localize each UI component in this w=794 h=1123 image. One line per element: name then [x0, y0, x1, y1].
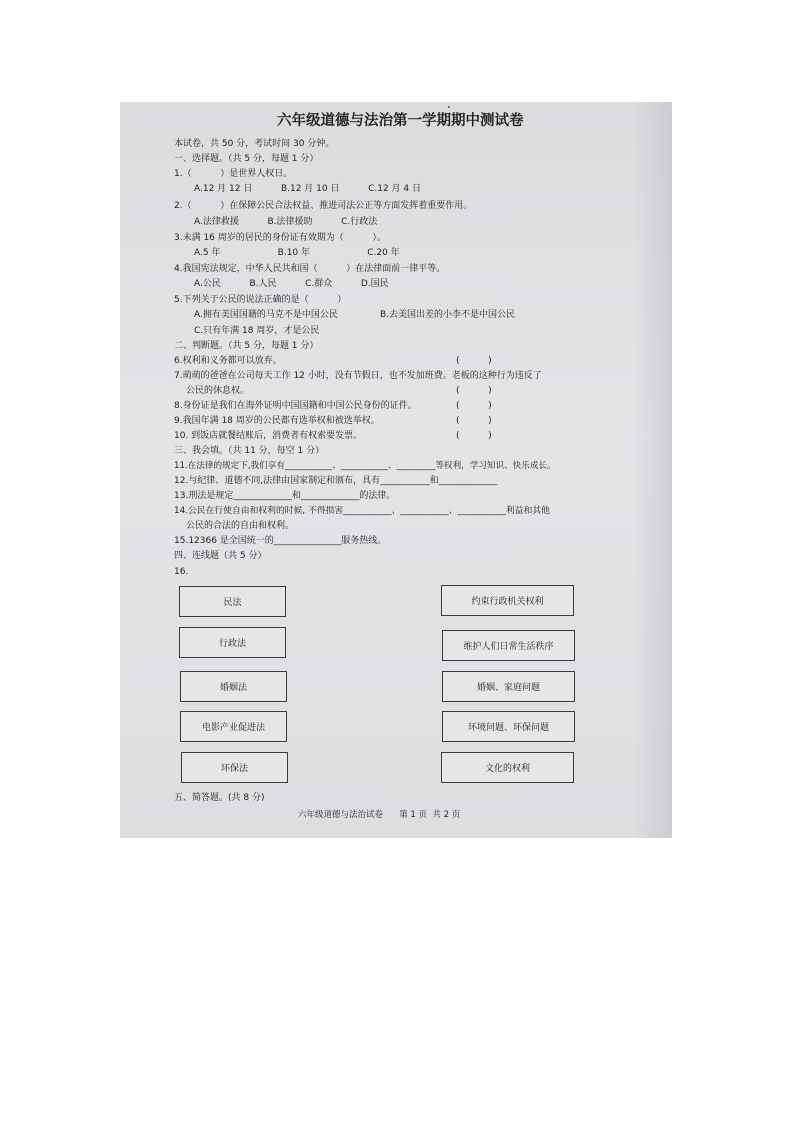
question-16-number: 16.: [174, 567, 189, 577]
question-5-option-c: C.只有年满 18 周岁，才是公民: [194, 326, 320, 336]
exam-title: 六年级道德与法治第一学期期中测试卷: [277, 113, 524, 129]
match-right-item: 婚姻、家庭问题: [442, 671, 575, 702]
question-5-option-a: A.拥有美国国籍的马克不是中国公民: [194, 310, 338, 320]
question-15: 15.12366 是全国统一的_______________服务热线。: [174, 536, 387, 546]
question-2: 2.（ ）在保障公民合法权益、推进司法公正等方面发挥着重要作用。: [174, 201, 473, 211]
question-1-options: A.12 月 12 日 B.12 月 10 日 C.12 月 4 日: [194, 184, 421, 194]
scan-speck: [448, 106, 450, 108]
page-footer: 六年级道德与法治试卷 第 1 页 共 2 页: [298, 810, 461, 820]
question-5: 5.下列关于公民的说法正确的是（ ）: [174, 295, 347, 305]
question-1: 1.（ ）是世界人权日。: [174, 169, 293, 179]
match-left-item: 民法: [179, 586, 286, 617]
exam-intro: 本试卷，共 50 分，考试时间 30 分钟。: [174, 139, 335, 149]
section2-heading: 二、判断题。（共 5 分，每题 1 分）: [174, 341, 319, 351]
match-right-item: 环境问题、环保问题: [442, 711, 575, 742]
question-10-answer: ( ): [456, 431, 492, 441]
question-7-continued: 公民的休息权。: [186, 386, 250, 396]
section3-heading: 三、我会填。（共 11 分，每空 1 分）: [174, 446, 325, 456]
scan-shadow: [632, 102, 672, 838]
match-right-item: 约束行政机关权利: [441, 585, 574, 616]
match-left-item: 婚姻法: [180, 671, 287, 702]
question-12: 12.与纪律、道德不同,法律由国家制定和颁布，具有___________和_____________: [174, 476, 498, 486]
match-left-item: 电影产业促进法: [180, 711, 287, 742]
match-left-item: 环保法: [181, 752, 288, 783]
section4-heading: 四、连线题（共 5 分）: [174, 551, 267, 561]
scanned-exam-page: [120, 102, 672, 838]
match-right-item: 维护人们日常生活秩序: [442, 630, 575, 661]
match-left-item: 行政法: [179, 627, 286, 658]
question-3: 3.未满 16 周岁的居民的身份证有效期为（ ）。: [174, 233, 386, 243]
question-3-options: A.5 年 B.10 年 C.20 年: [194, 248, 400, 258]
question-4: 4.我国宪法规定，中华人民共和国（ ）在法律面前一律平等。: [174, 264, 446, 274]
question-4-options: A.公民 B.人民 C.群众 D.国民: [194, 279, 389, 289]
question-10: 10. 到饭店就餐结账后，消费者有权索要发票。: [174, 431, 363, 441]
question-9: 9.我国年满 18 周岁的公民都有选举权和被选举权。: [174, 416, 380, 426]
question-7-answer: ( ): [456, 386, 492, 396]
question-9-answer: ( ): [456, 416, 492, 426]
question-14: 14.公民在行使自由和权利的时候, 不得损害___________、___________、___________利益和其他: [174, 506, 550, 516]
question-13: 13.刑法是规定_____________和_____________的法律。: [174, 491, 396, 501]
question-7: 7.萌萌的爸爸在公司每天工作 12 小时，没有节假日，也不发加班费。老板的这种行为违反了: [174, 371, 542, 381]
question-14-continued: 公民的合法的自由和权利。: [186, 521, 295, 531]
question-6-answer: ( ): [456, 356, 492, 366]
question-8-answer: ( ): [456, 401, 492, 411]
match-right-item: 文化的权利: [441, 752, 574, 783]
section5-heading: 五、简答题。(共 8 分): [174, 793, 265, 803]
question-2-options: A.法律救援 B.法律援助 C.行政法: [194, 217, 378, 227]
section1-heading: 一、选择题。（共 5 分，每题 1 分）: [174, 154, 319, 164]
question-5-option-b: B.去美国出差的小李不是中国公民: [380, 310, 516, 320]
question-11: 11.在法律的规定下,我们享有___________、___________、_________等权利，学习知识、快乐成长。: [174, 461, 556, 471]
question-8: 8.身份证是我们在海外证明中国国籍和中国公民身份的证件。: [174, 401, 417, 411]
question-6: 6.权利和义务都可以放弃。: [174, 356, 282, 366]
